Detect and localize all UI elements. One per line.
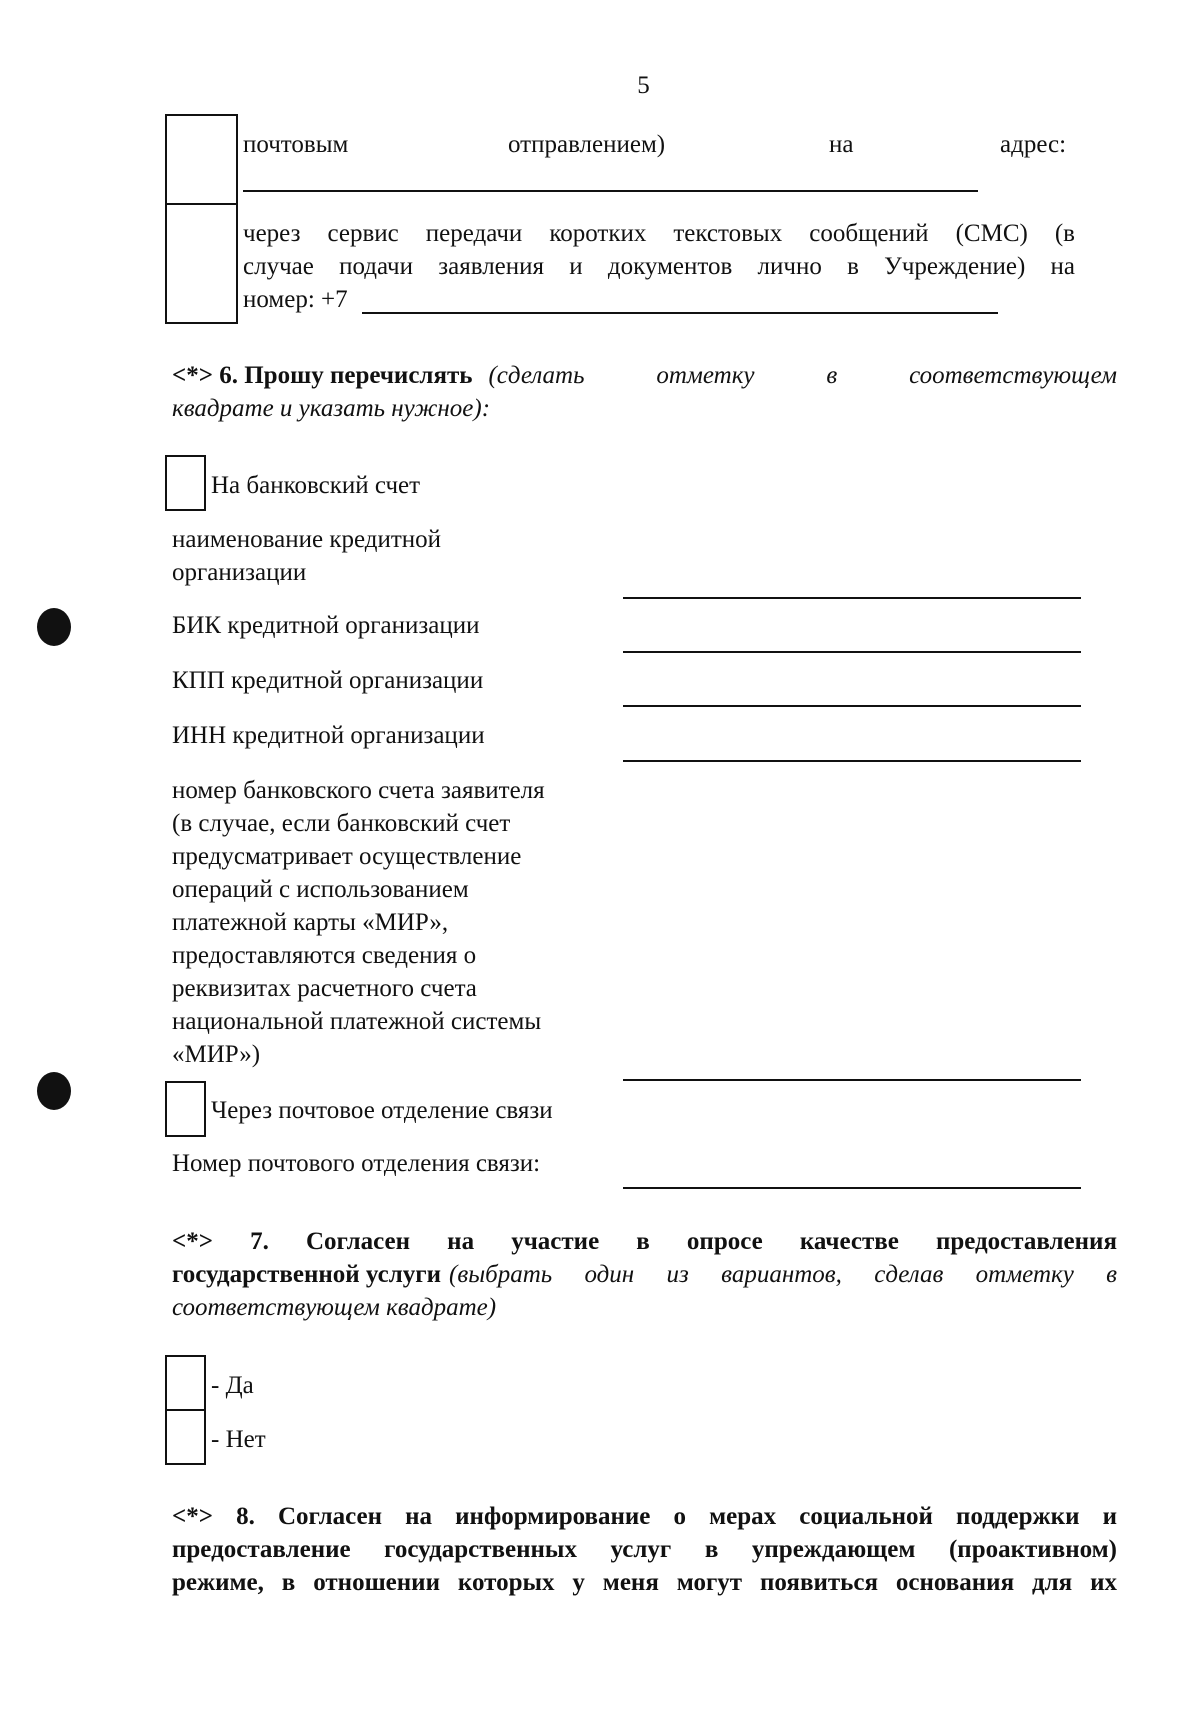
account-label-8: национальной платежной системы [172, 1008, 542, 1035]
account-label-6: предоставляются сведения о [172, 942, 477, 969]
kpp-line[interactable] [623, 705, 1081, 707]
bank-name-line[interactable] [623, 597, 1081, 599]
bank-name-label-1: наименование кредитной [172, 526, 442, 553]
checkbox-sms[interactable] [165, 203, 238, 324]
post-number-line[interactable] [623, 1187, 1081, 1189]
kpp-label: КПП кредитной организации [172, 667, 484, 694]
sms-phone-label: номер: +7 [243, 286, 348, 313]
account-line[interactable] [623, 1079, 1081, 1081]
punch-hole-bottom [37, 1072, 71, 1110]
checkbox-no[interactable] [165, 1409, 206, 1465]
account-label-4: операций с использованием [172, 876, 469, 903]
sms-line-1: через сервис передачи коротких текстовых сообщений (СМС) (в [243, 220, 1075, 247]
inn-line[interactable] [623, 760, 1081, 762]
address-line[interactable] [243, 190, 978, 192]
postal-word-3: на [829, 131, 854, 158]
checkbox-postal[interactable] [165, 114, 238, 205]
section6-prefix: <*> 6. Прошу перечислять [172, 362, 473, 389]
post-option-label: Через почтовое отделение связи [211, 1097, 553, 1124]
punch-hole-top [37, 608, 71, 646]
section6-heading-line1 [172, 359, 1117, 392]
phone-line[interactable] [362, 312, 998, 314]
account-label-1: номер банковского счета заявителя [172, 777, 545, 804]
section7-heading-line2 [172, 1258, 1117, 1291]
postal-word-4: адрес: [1000, 131, 1067, 158]
bik-line[interactable] [623, 651, 1081, 653]
yes-label: - Да [211, 1372, 254, 1399]
account-label-3: предусматривает осуществление [172, 843, 522, 870]
checkbox-yes[interactable] [165, 1355, 206, 1411]
page-number: 5 [637, 72, 650, 99]
checkbox-post-office[interactable] [165, 1081, 206, 1137]
section8-line-1: <*> 8. Согласен на информирование о мерах социальной поддержки и [172, 1503, 1117, 1530]
bank-option-label: На банковский счет [211, 472, 421, 499]
section7-instruction-1: (выбрать один из вариантов, сделав отметку в [449, 1261, 1117, 1288]
account-label-2: (в случае, если банковский счет [172, 810, 511, 837]
post-number-label: Номер почтового отделения связи: [172, 1150, 541, 1177]
section7-instruction-2: соответствующем квадрате) [172, 1294, 497, 1321]
bik-label: БИК кредитной организации [172, 612, 480, 639]
postal-word-2: отправлением) [508, 131, 666, 158]
section6-instruction-1: (сделать отметку в соответствующем [488, 362, 1117, 389]
sms-line-2: случае подачи заявления и документов лично в Учреждение) на [243, 253, 1075, 280]
section7-service: государственной услуги [172, 1261, 442, 1288]
account-label-9: «МИР») [172, 1041, 261, 1068]
section6-instruction-2: квадрате и указать нужное): [172, 395, 491, 422]
no-label: - Нет [211, 1426, 266, 1453]
account-label-7: реквизитах расчетного счета [172, 975, 477, 1002]
postal-word-1: почтовым [243, 131, 349, 158]
section8-line-3: режиме, в отношении которых у меня могут появиться основания для их [172, 1569, 1117, 1596]
section8-line-2: предоставление государственных услуг в упреждающем (проактивном) [172, 1536, 1117, 1563]
checkbox-bank-account[interactable] [165, 455, 206, 511]
section7-heading-line1: <*> 7. Согласен на участие в опросе качестве предоставления [172, 1228, 1117, 1255]
account-label-5: платежной карты «МИР», [172, 909, 449, 936]
inn-label: ИНН кредитной организации [172, 722, 485, 749]
bank-name-label-2: организации [172, 559, 307, 586]
